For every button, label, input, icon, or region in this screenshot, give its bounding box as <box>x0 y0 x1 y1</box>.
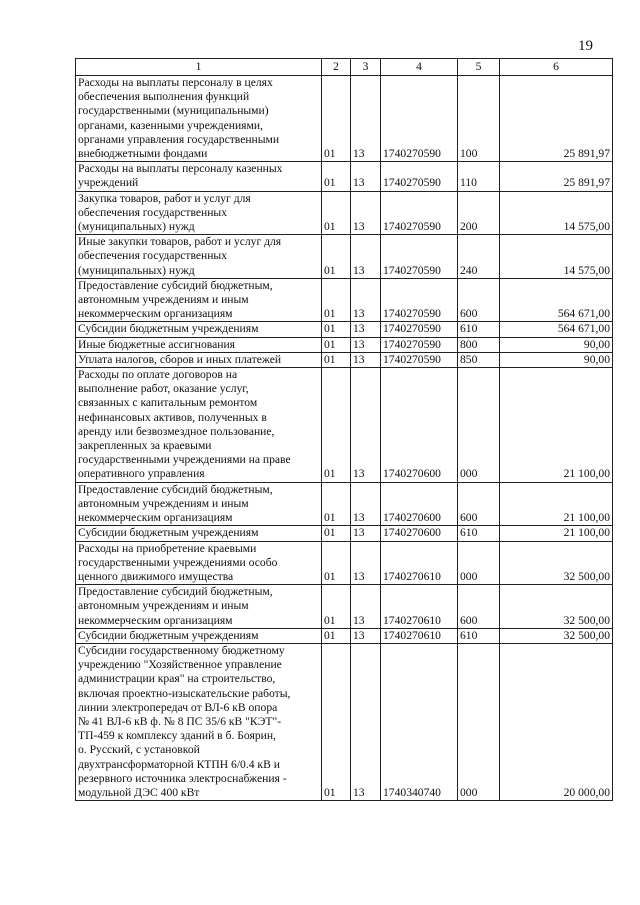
cell-target-article: 1740270610 <box>381 585 458 629</box>
cell-amount: 14 575,00 <box>500 191 613 235</box>
cell-description: Расходы на выплаты персоналу в целях обеспечения выполнения функций государственными (муниципальными) органами, казенными учреждениями, органами управления государственными внебюджетными фондами <box>76 76 322 162</box>
cell-subsection: 13 <box>351 368 381 483</box>
cell-description: Предоставление субсидий бюджетным, автономным учреждениям и иным некоммерческим организациям <box>76 482 322 526</box>
table-row <box>76 526 613 541</box>
cell-section: 01 <box>322 541 351 585</box>
table-row <box>76 628 613 643</box>
table-row <box>76 541 613 585</box>
cell-subsection: 13 <box>351 191 381 235</box>
cell-target-article: 1740270610 <box>381 628 458 643</box>
cell-expense-type: 240 <box>458 235 500 279</box>
cell-section: 01 <box>322 643 351 800</box>
table-row <box>76 322 613 337</box>
cell-amount: 564 671,00 <box>500 322 613 337</box>
cell-section: 01 <box>322 191 351 235</box>
header-cell-2: 2 <box>322 59 351 76</box>
cell-description: Расходы по оплате договоров на выполнение работ, оказание услуг, связанных с капитальным ремонтом нефинансовых активов, полученных в аренду или безвозмездное пользование, закрепленных за краевыми государственными учреждениями на праве оперативного управления <box>76 368 322 483</box>
header-cell-1: 1 <box>76 59 322 76</box>
page-number: 19 <box>578 38 593 54</box>
header-cell-4: 4 <box>381 59 458 76</box>
table-row <box>76 191 613 235</box>
budget-table <box>75 58 613 801</box>
cell-description: Расходы на выплаты персоналу казенных учреждений <box>76 162 322 191</box>
header-cell-5: 5 <box>458 59 500 76</box>
cell-description: Закупка товаров, работ и услуг для обеспечения государственных (муниципальных) нужд <box>76 191 322 235</box>
cell-target-article: 1740270600 <box>381 482 458 526</box>
cell-section: 01 <box>322 352 351 367</box>
table-row <box>76 352 613 367</box>
header-cell-6: 6 <box>500 59 613 76</box>
table-row <box>76 337 613 352</box>
cell-description: Субсидии государственному бюджетному учреждению "Хозяйственное управление администрации края" на строительство, включая проектно-изыскательские работы, линии электропередач от ВЛ-6 кВ опора № 41 ВЛ-6 кВ ф. № 8 ПС 35/6 кВ "КЭТ"- ТП-459 к комплексу зданий в б. Боярин, о. Русский, с установкой двухтрансформаторной КТПН 6/0.4 кВ и резервного источника электроснабжения - модульной ДЭС 400 кВт <box>76 643 322 800</box>
cell-amount: 14 575,00 <box>500 235 613 279</box>
cell-target-article: 1740270590 <box>381 191 458 235</box>
table-row <box>76 235 613 279</box>
cell-subsection: 13 <box>351 541 381 585</box>
cell-subsection: 13 <box>351 235 381 279</box>
cell-subsection: 13 <box>351 337 381 352</box>
cell-amount: 32 500,00 <box>500 585 613 629</box>
cell-section: 01 <box>322 368 351 483</box>
cell-section: 01 <box>322 628 351 643</box>
cell-amount: 21 100,00 <box>500 526 613 541</box>
cell-expense-type: 110 <box>458 162 500 191</box>
cell-description: Иные бюджетные ассигнования <box>76 337 322 352</box>
cell-target-article: 1740270590 <box>381 235 458 279</box>
cell-target-article: 1740270590 <box>381 76 458 162</box>
cell-subsection: 13 <box>351 526 381 541</box>
table-row <box>76 368 613 483</box>
table-row <box>76 278 613 322</box>
cell-target-article: 1740270590 <box>381 322 458 337</box>
cell-subsection: 13 <box>351 628 381 643</box>
cell-expense-type: 200 <box>458 191 500 235</box>
cell-description: Предоставление субсидий бюджетным, автономным учреждениям и иным некоммерческим организациям <box>76 585 322 629</box>
cell-subsection: 13 <box>351 76 381 162</box>
cell-description: Предоставление субсидий бюджетным, автономным учреждениям и иным некоммерческим организациям <box>76 278 322 322</box>
header-cell-3: 3 <box>351 59 381 76</box>
cell-amount: 32 500,00 <box>500 541 613 585</box>
cell-target-article: 1740270600 <box>381 368 458 483</box>
cell-amount: 21 100,00 <box>500 368 613 483</box>
cell-expense-type: 000 <box>458 643 500 800</box>
cell-expense-type: 850 <box>458 352 500 367</box>
cell-amount: 20 000,00 <box>500 643 613 800</box>
cell-amount: 25 891,97 <box>500 162 613 191</box>
cell-section: 01 <box>322 482 351 526</box>
table-row <box>76 482 613 526</box>
cell-target-article: 1740270610 <box>381 541 458 585</box>
table-row <box>76 76 613 162</box>
cell-section: 01 <box>322 278 351 322</box>
cell-expense-type: 610 <box>458 322 500 337</box>
cell-expense-type: 600 <box>458 482 500 526</box>
cell-amount: 32 500,00 <box>500 628 613 643</box>
cell-expense-type: 600 <box>458 278 500 322</box>
cell-target-article: 1740270590 <box>381 278 458 322</box>
cell-subsection: 13 <box>351 162 381 191</box>
cell-section: 01 <box>322 337 351 352</box>
cell-section: 01 <box>322 162 351 191</box>
table-header-row <box>76 59 613 76</box>
table-row <box>76 643 613 800</box>
cell-amount: 564 671,00 <box>500 278 613 322</box>
cell-expense-type: 000 <box>458 541 500 585</box>
cell-subsection: 13 <box>351 322 381 337</box>
table-row <box>76 162 613 191</box>
cell-section: 01 <box>322 526 351 541</box>
cell-subsection: 13 <box>351 585 381 629</box>
cell-target-article: 1740270590 <box>381 162 458 191</box>
cell-amount: 90,00 <box>500 352 613 367</box>
table-row <box>76 585 613 629</box>
cell-expense-type: 800 <box>458 337 500 352</box>
cell-description: Расходы на приобретение краевыми государственными учреждениями особо ценного движимого имущества <box>76 541 322 585</box>
cell-subsection: 13 <box>351 278 381 322</box>
cell-expense-type: 100 <box>458 76 500 162</box>
cell-description: Уплата налогов, сборов и иных платежей <box>76 352 322 367</box>
cell-target-article: 1740340740 <box>381 643 458 800</box>
cell-target-article: 1740270590 <box>381 337 458 352</box>
cell-expense-type: 000 <box>458 368 500 483</box>
cell-amount: 21 100,00 <box>500 482 613 526</box>
cell-description: Субсидии бюджетным учреждениям <box>76 526 322 541</box>
cell-subsection: 13 <box>351 643 381 800</box>
cell-amount: 25 891,97 <box>500 76 613 162</box>
cell-expense-type: 610 <box>458 526 500 541</box>
budget-table-body <box>76 59 613 801</box>
cell-description: Иные закупки товаров, работ и услуг для обеспечения государственных (муниципальных) нужд <box>76 235 322 279</box>
cell-description: Субсидии бюджетным учреждениям <box>76 322 322 337</box>
cell-target-article: 1740270600 <box>381 526 458 541</box>
cell-expense-type: 600 <box>458 585 500 629</box>
cell-section: 01 <box>322 235 351 279</box>
cell-amount: 90,00 <box>500 337 613 352</box>
cell-section: 01 <box>322 585 351 629</box>
cell-section: 01 <box>322 76 351 162</box>
cell-subsection: 13 <box>351 352 381 367</box>
cell-expense-type: 610 <box>458 628 500 643</box>
cell-section: 01 <box>322 322 351 337</box>
cell-description: Субсидии бюджетным учреждениям <box>76 628 322 643</box>
cell-target-article: 1740270590 <box>381 352 458 367</box>
cell-subsection: 13 <box>351 482 381 526</box>
